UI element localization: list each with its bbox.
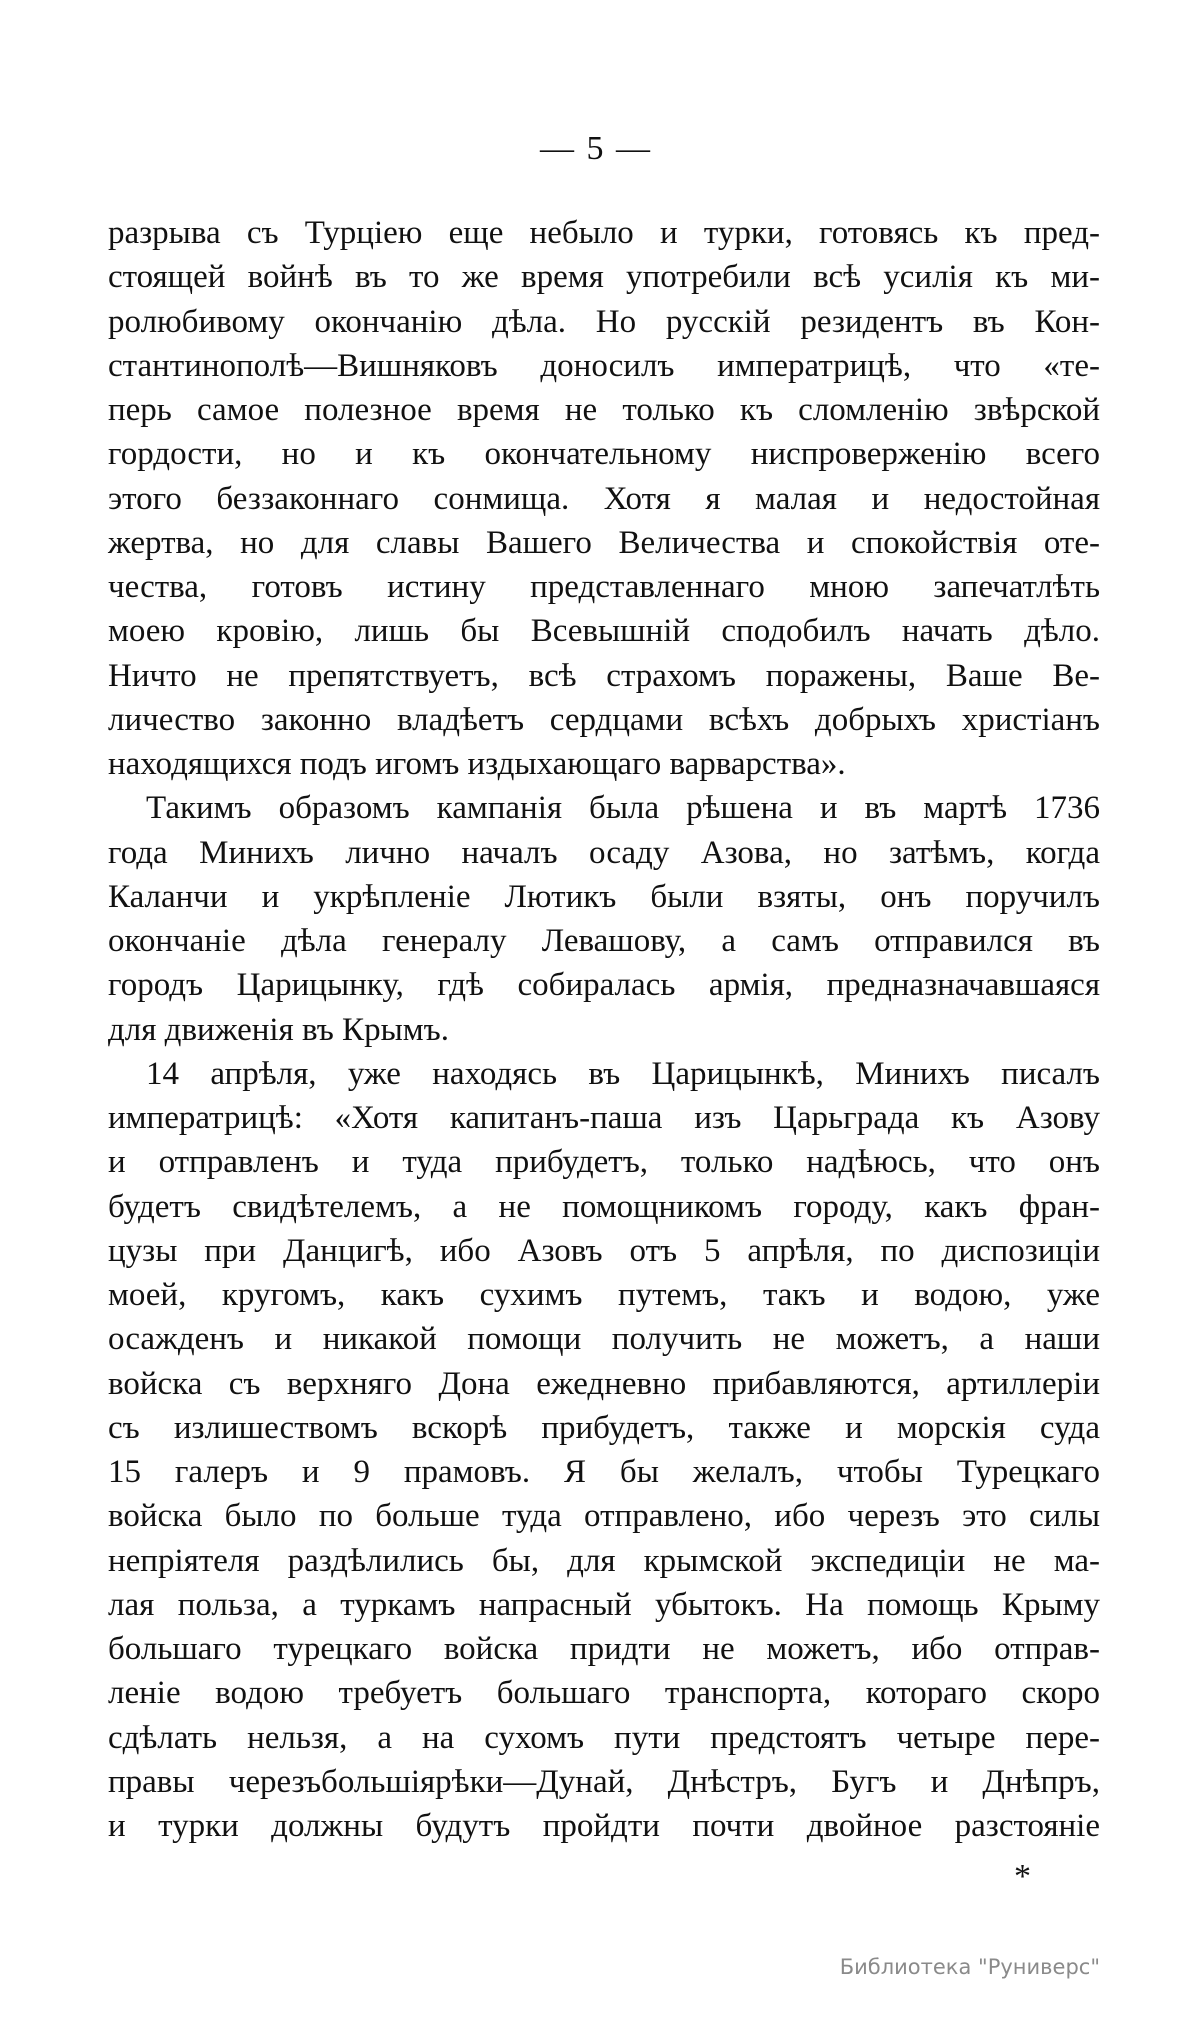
text-line: правы черезъбольшіярѣки—Дунай, Днѣстръ, Бугъ и Днѣпръ, <box>108 1763 1100 1800</box>
library-watermark: Библиотека "Руниверс" <box>839 1955 1100 1979</box>
text-line: будетъ свидѣтелемъ, а не помощникомъ городу, какъ фран- <box>108 1188 1100 1225</box>
body-text <box>108 211 1100 1848</box>
text-line: ролюбивому окончанію дѣла. Но русскій резидентъ въ Кон- <box>108 303 1100 340</box>
text-line: Такимъ образомъ кампанія была рѣшена и въ мартѣ 1736 <box>146 790 1100 827</box>
text-line: Каланчи и укрѣпленіе Лютикъ были взяты, онъ поручилъ <box>108 878 1100 915</box>
text-line: моей, кругомъ, какъ сухимъ путемъ, такъ и водою, уже <box>108 1277 1100 1313</box>
text-line: 14 апрѣля, уже находясь въ Царицынкѣ, Минихъ писалъ <box>146 1055 1100 1092</box>
text-line: года Минихъ лично началъ осаду Азова, но затѣмъ, когда <box>108 834 1100 871</box>
text-line: и отправленъ и туда прибудетъ, только надѣюсь, что онъ <box>108 1144 1100 1181</box>
text-line: находящихся подъ игомъ издыхающаго варварства». <box>108 746 846 782</box>
text-line: цузы при Данцигѣ, ибо Азовъ отъ 5 апрѣля, по диспозиціи <box>108 1232 1100 1269</box>
paragraph <box>108 786 1100 1052</box>
text-line: жертва, но для славы Вашего Величества и спокойствія оте- <box>108 524 1100 561</box>
text-line: войска съ верхняго Дона ежедневно прибавляются, артиллеріи <box>108 1365 1100 1402</box>
text-line: для движенія въ Крымъ. <box>108 1011 449 1048</box>
text-line: этого беззаконнаго сонмища. Хотя я малая и недостойная <box>108 480 1100 517</box>
text-line: моею кровію, лишь бы Всевышній сподобилъ начать дѣло. <box>108 613 1100 650</box>
text-line: императрицѣ: «Хотя капитанъ-паша изъ Царьграда къ Азову <box>108 1100 1100 1136</box>
text-line: городъ Царицынку, гдѣ собиралась армія, предназначавшаяся <box>108 967 1100 1004</box>
text-line: разрыва съ Турціею еще небыло и турки, готовясь къ пред- <box>108 215 1100 251</box>
text-line: войска было по больше туда отправлено, ибо черезъ это силы <box>108 1498 1100 1535</box>
text-line: съ излишествомъ вскорѣ прибудетъ, также и морскія суда <box>108 1409 1100 1446</box>
text-line: окончаніе дѣла генералу Левашову, а самъ отправился въ <box>108 923 1100 959</box>
paragraph <box>108 1052 1100 1849</box>
text-line: осажденъ и никакой помощи получить не можетъ, а наши <box>108 1321 1100 1358</box>
text-line: личество законно владѣетъ сердцами всѣхъ добрыхъ христіанъ <box>108 701 1100 738</box>
text-line: стоящей войнѣ въ то же время употребили всѣ усилія къ ми- <box>108 259 1100 296</box>
text-line: 15 галеръ и 9 прамовъ. Я бы желалъ, чтобы Турецкаго <box>108 1454 1100 1490</box>
page-number: — 5 — <box>540 130 652 167</box>
text-line: перь самое полезное время не только къ сломленію звѣрской <box>108 392 1100 428</box>
signature-mark: * <box>1014 1858 1031 1895</box>
paragraph <box>108 211 1100 786</box>
text-line: стантинополѣ—Вишняковъ доносилъ императрицѣ, что «те- <box>108 347 1100 384</box>
text-line: чества, готовъ истину представленнаго мною запечатлѣть <box>108 569 1100 605</box>
text-line: большаго турецкаго войска придти не можетъ, ибо отправ- <box>108 1631 1100 1667</box>
text-line: лая польза, а туркамъ напрасный убытокъ. На помощь Крыму <box>108 1586 1100 1623</box>
text-line: непріятеля раздѣлились бы, для крымской экспедиціи не ма- <box>108 1542 1100 1579</box>
text-line: гордости, но и къ окончательному ниспроверженію всего <box>108 436 1100 473</box>
text-line: сдѣлать нельзя, а на сухомъ пути предстоятъ четыре пере- <box>108 1719 1100 1756</box>
text-line: и турки должны будутъ пройдти почти двойное разстояніе <box>108 1808 1100 1844</box>
text-line: леніе водою требуетъ большаго транспорта, котораго скоро <box>108 1675 1100 1712</box>
text-line: Ничто не препятствуетъ, всѣ страхомъ поражены, Ваше Ве- <box>108 657 1100 694</box>
